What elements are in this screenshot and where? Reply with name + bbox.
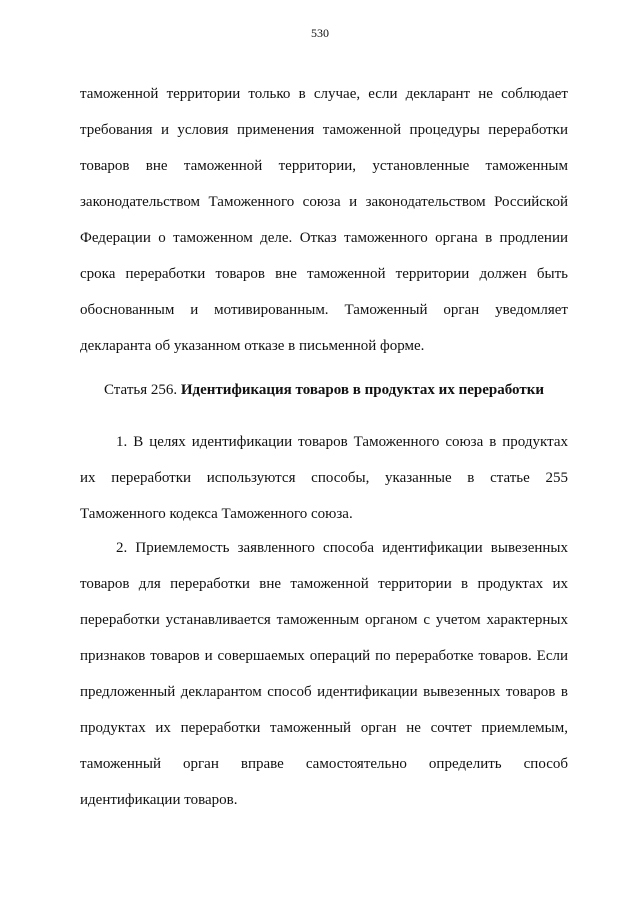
text-line: Таможенного кодекса Таможенного союза. [80, 506, 353, 522]
text-line: законодательством Таможенного союза и законодательством Российской [80, 194, 568, 210]
text-line: срока переработки товаров вне таможенной территории должен быть [80, 266, 568, 282]
text-line: таможенный орган вправе самостоятельно определить способ [80, 756, 568, 772]
text-line: предложенный декларантом способ идентификации вывезенных товаров в [80, 684, 568, 700]
text-line: 2. Приемлемость заявленного способа идентификации вывезенных [116, 540, 568, 556]
text-line: таможенной территории только в случае, если декларант не соблюдает [80, 86, 568, 102]
article-title: Идентификация товаров в продуктах их переработки [180, 382, 544, 398]
text-line: их переработки используются способы, указанные в статье 255 [80, 470, 568, 486]
text-line: 1. В целях идентификации товаров Таможенного союза в продуктах [116, 434, 568, 450]
text-line: идентификации товаров. [80, 792, 238, 808]
text-line: обоснованным и мотивированным. Таможенный орган уведомляет [80, 302, 568, 318]
text-line: товаров вне таможенной территории, установленные таможенным [80, 158, 568, 174]
article-prefix: Статья 256. [104, 382, 178, 398]
paragraph-item-2 [80, 530, 568, 818]
paragraph-continuation [80, 76, 568, 364]
article-heading [80, 372, 568, 408]
text-line: декларанта об указанном отказе в письменной форме. [80, 338, 425, 354]
text-line: переработки устанавливается таможенным органом с учетом характерных [80, 612, 568, 628]
text-line: требования и условия применения таможенной процедуры переработки [80, 122, 568, 138]
text-line: товаров для переработки вне таможенной территории в продуктах их [80, 576, 568, 592]
text-line: Федерации о таможенном деле. Отказ таможенного органа в продлении [80, 230, 568, 246]
page-number: 530 [311, 26, 329, 40]
text-line: признаков товаров и совершаемых операций по переработке товаров. Если [80, 648, 568, 664]
paragraph-item-1 [80, 424, 568, 532]
text-line: продуктах их переработки таможенный орган не сочтет приемлемым, [80, 720, 568, 736]
